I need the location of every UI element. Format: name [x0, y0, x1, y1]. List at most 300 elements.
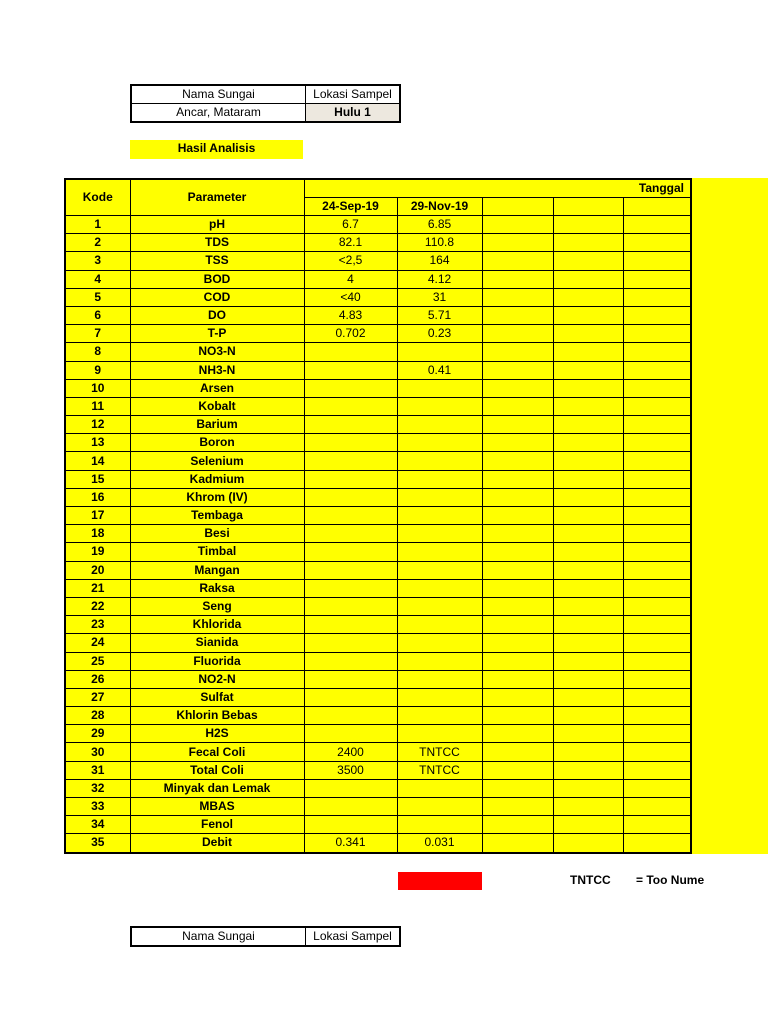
cell-value-date-1[interactable]: 3500	[304, 761, 397, 779]
header-date-empty[interactable]	[482, 198, 553, 216]
table-row	[65, 579, 691, 597]
cell-value-date-1[interactable]: <2,5	[304, 252, 397, 270]
cell-empty[interactable]	[623, 798, 691, 816]
cell-empty[interactable]	[553, 488, 623, 506]
cell-parameter[interactable]: TDS	[130, 234, 304, 252]
cell-empty[interactable]	[623, 688, 691, 706]
cell-parameter[interactable]: Kadmium	[130, 470, 304, 488]
cell-value-date-1[interactable]: 4	[304, 270, 397, 288]
cell-empty[interactable]	[623, 507, 691, 525]
cell-empty[interactable]	[482, 488, 553, 506]
cell-empty[interactable]	[553, 670, 623, 688]
cell-empty[interactable]	[623, 216, 691, 234]
cell-empty[interactable]	[553, 343, 623, 361]
cell-value-date-2[interactable]	[397, 543, 482, 561]
cell-empty[interactable]	[553, 234, 623, 252]
cell-empty[interactable]	[553, 688, 623, 706]
cell-value-date-1[interactable]	[304, 343, 397, 361]
label-river[interactable]: Nama Sungai	[131, 85, 306, 104]
cell-kode[interactable]: 28	[65, 707, 130, 725]
header-date-empty[interactable]	[553, 198, 623, 216]
cell-kode[interactable]: 3	[65, 252, 130, 270]
cell-parameter[interactable]: T-P	[130, 325, 304, 343]
label-river-bottom[interactable]: Nama Sungai	[131, 927, 306, 946]
table-row	[65, 707, 691, 725]
cell-value-date-1[interactable]	[304, 652, 397, 670]
cell-value-date-2[interactable]	[397, 397, 482, 415]
cell-parameter[interactable]: Mangan	[130, 561, 304, 579]
cell-value-date-2[interactable]: 4.12	[397, 270, 482, 288]
cell-kode[interactable]: 4	[65, 270, 130, 288]
cell-kode[interactable]: 25	[65, 652, 130, 670]
table-row	[65, 543, 691, 561]
cell-empty[interactable]	[553, 779, 623, 797]
table-row	[65, 634, 691, 652]
cell-value-date-2[interactable]	[397, 652, 482, 670]
cell-value-date-2[interactable]	[397, 725, 482, 743]
cell-empty[interactable]	[553, 397, 623, 415]
cell-kode[interactable]: 18	[65, 525, 130, 543]
table-row	[65, 452, 691, 470]
table-row	[65, 234, 691, 252]
cell-value-date-1[interactable]: 6.7	[304, 216, 397, 234]
cell-kode[interactable]: 22	[65, 597, 130, 615]
cell-parameter[interactable]: Tembaga	[130, 507, 304, 525]
table-row	[65, 343, 691, 361]
table-row	[65, 470, 691, 488]
label-location[interactable]: Lokasi Sampel	[306, 85, 401, 104]
cell-parameter[interactable]: Khrom (IV)	[130, 488, 304, 506]
cell-empty[interactable]	[482, 434, 553, 452]
cell-empty[interactable]	[623, 434, 691, 452]
cell-value-date-2[interactable]	[397, 670, 482, 688]
cell-empty[interactable]	[623, 616, 691, 634]
river-value[interactable]: Ancar, Mataram	[131, 104, 306, 123]
cell-empty[interactable]	[553, 325, 623, 343]
header-kode[interactable]: Kode	[65, 179, 130, 216]
cell-value-date-2[interactable]	[397, 579, 482, 597]
cell-empty[interactable]	[553, 452, 623, 470]
cell-parameter[interactable]: Minyak dan Lemak	[130, 779, 304, 797]
table-row	[65, 743, 691, 761]
cell-value-date-1[interactable]	[304, 779, 397, 797]
cell-value-date-2[interactable]: 0.41	[397, 361, 482, 379]
cell-value-date-2[interactable]	[397, 561, 482, 579]
cell-parameter[interactable]: Raksa	[130, 579, 304, 597]
cell-empty[interactable]	[623, 634, 691, 652]
cell-parameter[interactable]: Timbal	[130, 543, 304, 561]
cell-empty[interactable]	[553, 652, 623, 670]
cell-value-date-1[interactable]	[304, 597, 397, 615]
cell-kode[interactable]: 11	[65, 397, 130, 415]
cell-value-date-1[interactable]	[304, 798, 397, 816]
cell-empty[interactable]	[553, 616, 623, 634]
table-row	[65, 670, 691, 688]
cell-empty[interactable]	[553, 834, 623, 853]
cell-empty[interactable]	[482, 543, 553, 561]
cell-value-date-1[interactable]	[304, 707, 397, 725]
table-row	[65, 416, 691, 434]
cell-empty[interactable]	[553, 416, 623, 434]
cell-parameter[interactable]: Selenium	[130, 452, 304, 470]
cell-kode[interactable]: 23	[65, 616, 130, 634]
label-location-bottom[interactable]: Lokasi Sampel	[306, 927, 401, 946]
cell-empty[interactable]	[482, 761, 553, 779]
cell-parameter[interactable]: Besi	[130, 525, 304, 543]
cell-parameter[interactable]: Fecal Coli	[130, 743, 304, 761]
cell-empty[interactable]	[553, 707, 623, 725]
cell-parameter[interactable]: Arsen	[130, 379, 304, 397]
table-row	[65, 561, 691, 579]
hasil-analisis-label[interactable]: Hasil Analisis	[130, 140, 303, 159]
cell-value-date-2[interactable]: 0.23	[397, 325, 482, 343]
cell-value-date-1[interactable]	[304, 725, 397, 743]
cell-kode[interactable]: 17	[65, 507, 130, 525]
cell-kode[interactable]: 29	[65, 725, 130, 743]
cell-empty[interactable]	[553, 252, 623, 270]
cell-value-date-2[interactable]	[397, 379, 482, 397]
cell-empty[interactable]	[482, 306, 553, 324]
cell-empty[interactable]	[623, 343, 691, 361]
cell-kode[interactable]: 10	[65, 379, 130, 397]
cell-value-date-2[interactable]	[397, 434, 482, 452]
cell-empty[interactable]	[623, 252, 691, 270]
cell-empty[interactable]	[623, 743, 691, 761]
cell-empty[interactable]	[623, 779, 691, 797]
cell-parameter[interactable]: Total Coli	[130, 761, 304, 779]
cell-empty[interactable]	[553, 725, 623, 743]
cell-empty[interactable]	[623, 325, 691, 343]
cell-empty[interactable]	[482, 652, 553, 670]
cell-value-date-2[interactable]	[397, 488, 482, 506]
cell-parameter[interactable]: Fluorida	[130, 652, 304, 670]
cell-empty[interactable]	[482, 707, 553, 725]
header-parameter[interactable]: Parameter	[130, 179, 304, 216]
table-row	[65, 761, 691, 779]
cell-kode[interactable]: 30	[65, 743, 130, 761]
cell-value-date-2[interactable]: TNTCC	[397, 761, 482, 779]
header-date-empty[interactable]	[623, 198, 691, 216]
cell-empty[interactable]	[482, 834, 553, 853]
cell-empty[interactable]	[482, 252, 553, 270]
cell-empty[interactable]	[482, 579, 553, 597]
cell-empty[interactable]	[482, 816, 553, 834]
cell-parameter[interactable]: NH3-N	[130, 361, 304, 379]
cell-parameter[interactable]: Kobalt	[130, 397, 304, 415]
cell-value-date-2[interactable]	[397, 816, 482, 834]
cell-empty[interactable]	[623, 597, 691, 615]
cell-kode[interactable]: 33	[65, 798, 130, 816]
cell-value-date-1[interactable]	[304, 361, 397, 379]
cell-empty[interactable]	[482, 325, 553, 343]
cell-empty[interactable]	[553, 434, 623, 452]
cell-value-date-1[interactable]	[304, 452, 397, 470]
cell-value-date-1[interactable]	[304, 525, 397, 543]
cell-value-date-2[interactable]: 0.031	[397, 834, 482, 853]
cell-value-date-1[interactable]	[304, 397, 397, 415]
table-row	[65, 616, 691, 634]
cell-parameter[interactable]: Khlorin Bebas	[130, 707, 304, 725]
table-row	[65, 652, 691, 670]
cell-empty[interactable]	[553, 306, 623, 324]
cell-value-date-1[interactable]	[304, 579, 397, 597]
cell-empty[interactable]	[553, 525, 623, 543]
table-row	[65, 688, 691, 706]
table-row	[65, 270, 691, 288]
cell-kode[interactable]: 15	[65, 470, 130, 488]
cell-empty[interactable]	[553, 361, 623, 379]
cell-value-date-1[interactable]: 0.702	[304, 325, 397, 343]
cell-empty[interactable]	[553, 288, 623, 306]
cell-kode[interactable]: 5	[65, 288, 130, 306]
table-row	[65, 379, 691, 397]
table-row	[65, 597, 691, 615]
cell-empty[interactable]	[623, 397, 691, 415]
cell-value-date-1[interactable]: 0.341	[304, 834, 397, 853]
cell-parameter[interactable]: Seng	[130, 597, 304, 615]
cell-empty[interactable]	[623, 379, 691, 397]
cell-value-date-2[interactable]	[397, 634, 482, 652]
cell-kode[interactable]: 27	[65, 688, 130, 706]
cell-parameter[interactable]: H2S	[130, 725, 304, 743]
cell-parameter[interactable]: NO3-N	[130, 343, 304, 361]
cell-value-date-1[interactable]: 82.1	[304, 234, 397, 252]
cell-value-date-2[interactable]	[397, 507, 482, 525]
cell-value-date-1[interactable]: 4.83	[304, 306, 397, 324]
cell-empty[interactable]	[482, 779, 553, 797]
cell-parameter[interactable]: BOD	[130, 270, 304, 288]
cell-empty[interactable]	[482, 725, 553, 743]
cell-value-date-1[interactable]	[304, 379, 397, 397]
cell-kode[interactable]: 20	[65, 561, 130, 579]
cell-empty[interactable]	[623, 543, 691, 561]
cell-empty[interactable]	[482, 688, 553, 706]
cell-parameter[interactable]: Sulfat	[130, 688, 304, 706]
cell-parameter[interactable]: NO2-N	[130, 670, 304, 688]
cell-empty[interactable]	[623, 834, 691, 853]
cell-parameter[interactable]: Fenol	[130, 816, 304, 834]
table-row	[65, 816, 691, 834]
cell-kode[interactable]: 13	[65, 434, 130, 452]
cell-empty[interactable]	[623, 470, 691, 488]
cell-empty[interactable]	[623, 652, 691, 670]
cell-parameter[interactable]: pH	[130, 216, 304, 234]
table-row	[65, 798, 691, 816]
cell-value-date-1[interactable]	[304, 434, 397, 452]
cell-parameter[interactable]: Barium	[130, 416, 304, 434]
cell-parameter[interactable]: Boron	[130, 434, 304, 452]
cell-empty[interactable]	[482, 343, 553, 361]
cell-value-date-1[interactable]	[304, 561, 397, 579]
cell-empty[interactable]	[553, 543, 623, 561]
cell-empty[interactable]	[553, 470, 623, 488]
table-row	[65, 834, 691, 853]
cell-empty[interactable]	[482, 234, 553, 252]
table-row	[65, 488, 691, 506]
cell-empty[interactable]	[623, 579, 691, 597]
cell-empty[interactable]	[482, 670, 553, 688]
cell-value-date-2[interactable]	[397, 616, 482, 634]
highlight-strip	[692, 178, 768, 854]
cell-parameter[interactable]: Debit	[130, 834, 304, 853]
cell-empty[interactable]	[623, 306, 691, 324]
cell-value-date-1[interactable]	[304, 507, 397, 525]
cell-parameter[interactable]: Sianida	[130, 634, 304, 652]
cell-kode[interactable]: 24	[65, 634, 130, 652]
cell-parameter[interactable]: TSS	[130, 252, 304, 270]
cell-empty[interactable]	[623, 488, 691, 506]
table-row	[65, 306, 691, 324]
cell-kode[interactable]: 34	[65, 816, 130, 834]
cell-kode[interactable]: 2	[65, 234, 130, 252]
cell-empty[interactable]	[553, 743, 623, 761]
cell-value-date-2[interactable]: 164	[397, 252, 482, 270]
cell-kode[interactable]: 19	[65, 543, 130, 561]
cell-empty[interactable]	[553, 816, 623, 834]
cell-empty[interactable]	[623, 361, 691, 379]
cell-value-date-2[interactable]: 110.8	[397, 234, 482, 252]
cell-empty[interactable]	[623, 525, 691, 543]
cell-kode[interactable]: 35	[65, 834, 130, 853]
cell-value-date-2[interactable]	[397, 452, 482, 470]
header-tanggal[interactable]: Tanggal	[304, 179, 691, 198]
table-row	[65, 525, 691, 543]
cell-value-date-2[interactable]: 5.71	[397, 306, 482, 324]
cell-empty[interactable]	[553, 507, 623, 525]
cell-empty[interactable]	[482, 616, 553, 634]
cell-value-date-1[interactable]	[304, 616, 397, 634]
table-row	[65, 434, 691, 452]
cell-kode[interactable]: 1	[65, 216, 130, 234]
table-row	[65, 288, 691, 306]
cell-parameter[interactable]: DO	[130, 306, 304, 324]
cell-kode[interactable]: 9	[65, 361, 130, 379]
cell-empty[interactable]	[623, 670, 691, 688]
cell-value-date-1[interactable]	[304, 634, 397, 652]
cell-empty[interactable]	[553, 798, 623, 816]
cell-value-date-2[interactable]	[397, 798, 482, 816]
cell-kode[interactable]: 6	[65, 306, 130, 324]
cell-kode[interactable]: 31	[65, 761, 130, 779]
cell-value-date-1[interactable]	[304, 543, 397, 561]
cell-empty[interactable]	[482, 397, 553, 415]
cell-empty[interactable]	[482, 525, 553, 543]
table-row	[65, 325, 691, 343]
cell-empty[interactable]	[482, 288, 553, 306]
cell-empty[interactable]	[623, 452, 691, 470]
cell-empty[interactable]	[623, 761, 691, 779]
table-row	[65, 397, 691, 415]
cell-value-date-2[interactable]	[397, 343, 482, 361]
cell-value-date-2[interactable]	[397, 416, 482, 434]
cell-kode[interactable]: 12	[65, 416, 130, 434]
cell-empty[interactable]	[623, 725, 691, 743]
cell-value-date-2[interactable]	[397, 779, 482, 797]
table-row	[65, 252, 691, 270]
cell-empty[interactable]	[623, 816, 691, 834]
cell-empty[interactable]	[553, 216, 623, 234]
cell-empty[interactable]	[623, 270, 691, 288]
cell-empty[interactable]	[623, 416, 691, 434]
analysis-table	[64, 178, 692, 854]
cell-empty[interactable]	[482, 379, 553, 397]
cell-empty[interactable]	[553, 579, 623, 597]
cell-empty[interactable]	[482, 507, 553, 525]
cell-kode[interactable]: 32	[65, 779, 130, 797]
cell-value-date-1[interactable]	[304, 416, 397, 434]
cell-empty[interactable]	[482, 597, 553, 615]
cell-kode[interactable]: 26	[65, 670, 130, 688]
cell-empty[interactable]	[482, 561, 553, 579]
cell-empty[interactable]	[623, 234, 691, 252]
table-row	[65, 725, 691, 743]
cell-value-date-2[interactable]	[397, 470, 482, 488]
cell-value-date-1[interactable]	[304, 670, 397, 688]
legend-meaning: = Too Nume	[636, 873, 705, 887]
cell-value-date-2[interactable]	[397, 525, 482, 543]
cell-value-date-1[interactable]: <40	[304, 288, 397, 306]
header-date-2[interactable]: 29-Nov-19	[397, 198, 482, 216]
cell-value-date-2[interactable]	[397, 688, 482, 706]
cell-empty[interactable]	[482, 798, 553, 816]
cell-value-date-1[interactable]	[304, 470, 397, 488]
table-row	[65, 216, 691, 234]
cell-empty[interactable]	[482, 452, 553, 470]
cell-value-date-2[interactable]: TNTCC	[397, 743, 482, 761]
cell-empty[interactable]	[623, 707, 691, 725]
location-value[interactable]: Hulu 1	[306, 104, 401, 123]
cell-value-date-2[interactable]	[397, 707, 482, 725]
info-table-top	[130, 84, 401, 123]
cell-empty[interactable]	[623, 288, 691, 306]
cell-value-date-2[interactable]: 6.85	[397, 216, 482, 234]
cell-value-date-1[interactable]: 2400	[304, 743, 397, 761]
cell-empty[interactable]	[553, 379, 623, 397]
cell-value-date-1[interactable]	[304, 816, 397, 834]
header-date-1[interactable]: 24-Sep-19	[304, 198, 397, 216]
cell-empty[interactable]	[482, 743, 553, 761]
table-row	[65, 779, 691, 797]
cell-kode[interactable]: 21	[65, 579, 130, 597]
cell-kode[interactable]: 8	[65, 343, 130, 361]
cell-kode[interactable]: 7	[65, 325, 130, 343]
cell-empty[interactable]	[482, 634, 553, 652]
cell-value-date-1[interactable]	[304, 488, 397, 506]
cell-empty[interactable]	[553, 597, 623, 615]
cell-kode[interactable]: 16	[65, 488, 130, 506]
cell-empty[interactable]	[553, 561, 623, 579]
info-table-bottom	[130, 926, 401, 947]
cell-value-date-2[interactable]: 31	[397, 288, 482, 306]
cell-empty[interactable]	[623, 561, 691, 579]
cell-empty[interactable]	[482, 470, 553, 488]
legend-abbr: TNTCC	[570, 873, 611, 887]
cell-kode[interactable]: 14	[65, 452, 130, 470]
cell-empty[interactable]	[482, 361, 553, 379]
cell-empty[interactable]	[553, 634, 623, 652]
cell-value-date-1[interactable]	[304, 688, 397, 706]
table-row	[65, 361, 691, 379]
cell-empty[interactable]	[553, 270, 623, 288]
cell-parameter[interactable]: Khlorida	[130, 616, 304, 634]
cell-parameter[interactable]: COD	[130, 288, 304, 306]
cell-parameter[interactable]: MBAS	[130, 798, 304, 816]
cell-value-date-2[interactable]	[397, 597, 482, 615]
cell-empty[interactable]	[553, 761, 623, 779]
cell-empty[interactable]	[482, 416, 553, 434]
cell-empty[interactable]	[482, 216, 553, 234]
cell-empty[interactable]	[482, 270, 553, 288]
